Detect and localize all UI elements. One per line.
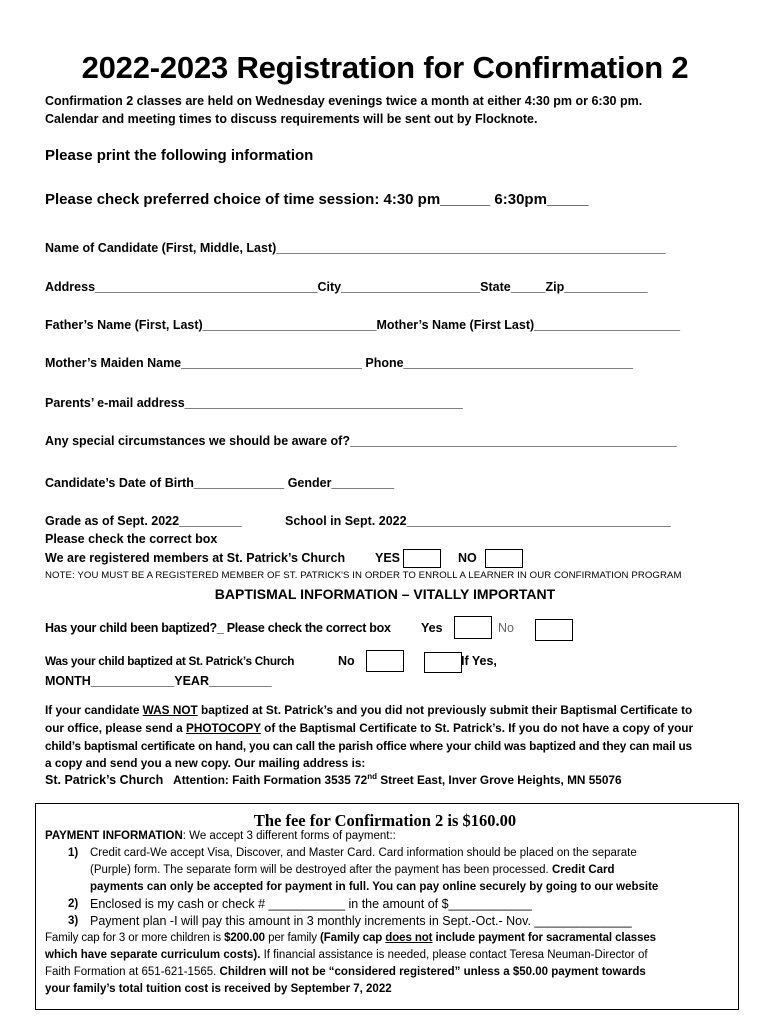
registered-yes-checkbox[interactable] bbox=[403, 549, 441, 568]
registration-note: NOTE: YOU MUST BE A REGISTERED MEMBER OF ST. PATRICK'S IN ORDER TO ENROLL A LEARNER IN OUR CONFIRMATION PROGRAM bbox=[45, 570, 682, 581]
baptized-yes-checkbox[interactable] bbox=[454, 616, 492, 639]
baptized-no-checkbox[interactable] bbox=[535, 619, 573, 641]
st-patricks-no-checkbox[interactable] bbox=[366, 650, 404, 672]
baptism-paragraph-line-2: our office, please send a PHOTOCOPY of the Baptismal Certificate to St. Patrick’s. If you do not have a copy of your bbox=[45, 721, 694, 735]
payment-plan-field[interactable]: Payment plan -I will pay this amount in 3 monthly increments in Sept.-Oct.- Nov. ______________ bbox=[90, 914, 632, 928]
intro-line-2: Calendar and meeting times to discuss requirements will be sent out by Flocknote. bbox=[45, 112, 538, 126]
print-heading: Please print the following information bbox=[45, 147, 314, 164]
registered-label: We are registered members at St. Patrick’s Church bbox=[45, 551, 346, 565]
registered-yes-label: YES bbox=[375, 551, 401, 565]
address-field[interactable]: Address________________________________City____________________State_____Zip____________ bbox=[45, 280, 648, 294]
family-cap-line-3: Faith Formation at 651-621-1565. Children will not be “considered registered” unless a $50.00 payment towards bbox=[45, 966, 646, 978]
baptized-no-label: No bbox=[498, 621, 514, 635]
fee-title: The fee for Confirmation 2 is $160.00 bbox=[253, 811, 517, 830]
credit-card-line-1: Credit card-We accept Visa, Discover, and Master Card. Card information should be placed on the separate bbox=[90, 847, 637, 859]
maiden-phone-field[interactable]: Mother’s Maiden Name__________________________ Phone_________________________________ bbox=[45, 356, 633, 370]
time-session-field[interactable]: Please check preferred choice of time session: 4:30 pm______ 6:30pm_____ bbox=[45, 191, 589, 208]
st-patricks-no-label: No bbox=[338, 654, 355, 668]
month-year-field[interactable]: MONTH____________YEAR_________ bbox=[45, 674, 272, 688]
credit-card-line-3: payments can only be accepted for payment in full. You can pay online securely by going to our website bbox=[90, 881, 659, 893]
item-3-number: 3) bbox=[68, 915, 79, 927]
item-2-number: 2) bbox=[68, 898, 79, 910]
baptism-heading: BAPTISMAL INFORMATION – VITALLY IMPORTANT bbox=[214, 586, 556, 602]
st-patricks-yes-checkbox[interactable] bbox=[424, 652, 462, 673]
credit-card-line-2: (Purple) form. The separate form will be destroyed after the payment has been processed. Credit Card bbox=[90, 864, 615, 876]
baptized-question: Has your child been baptized?_ Please check the correct box bbox=[45, 621, 391, 635]
baptism-paragraph-line-3: child’s baptismal certificate on hand, you can call the parish office where your child was baptized and they can mail us bbox=[45, 739, 692, 753]
parents-names-field[interactable]: Father’s Name (First, Last)_________________________Mother’s Name (First Last)_____________________ bbox=[45, 318, 681, 332]
baptized-yes-label: Yes bbox=[421, 621, 443, 635]
payment-info: PAYMENT INFORMATION: We accept 3 different forms of payment:: bbox=[45, 830, 396, 842]
baptism-paragraph-line-4: a copy and send you a new copy. Our mailing address is: bbox=[45, 756, 366, 770]
intro-line-1: Confirmation 2 classes are held on Wednesday evenings twice a month at either 4:30 pm or 6:30 pm. bbox=[45, 94, 643, 108]
page-title: 2022-2023 Registration for Confirmation 2 bbox=[81, 50, 689, 85]
if-yes-label: If Yes, bbox=[461, 654, 497, 668]
mailing-address: St. Patrick’s Church Attention: Faith Formation 3535 72nd Street East, Inver Grove Heights, MN 55076 bbox=[45, 772, 622, 787]
registered-no-checkbox[interactable] bbox=[485, 549, 523, 568]
baptism-paragraph-line-1: If your candidate WAS NOT baptized at St. Patrick’s and you did not previously submit their Baptismal Certificate to bbox=[45, 703, 693, 717]
baptized-st-patricks-question: Was your child baptized at St. Patrick’s Church bbox=[45, 654, 295, 668]
school-field[interactable]: School in Sept. 2022______________________________________ bbox=[285, 514, 671, 528]
check-box-label: Please check the correct box bbox=[45, 532, 218, 546]
family-cap-line-4: your family’s total tuition cost is received by September 7, 2022 bbox=[45, 983, 392, 995]
circumstances-field[interactable]: Any special circumstances we should be aware of?_______________________________________________ bbox=[45, 434, 677, 448]
family-cap-line-2: which have separate curriculum costs). If financial assistance is needed, please contact Teresa Neuman-Director of bbox=[45, 949, 648, 961]
grade-field[interactable]: Grade as of Sept. 2022_________ bbox=[45, 514, 242, 528]
cash-check-field[interactable]: Enclosed is my cash or check # ___________ in the amount of $____________ bbox=[90, 897, 532, 911]
item-1-number: 1) bbox=[68, 847, 79, 859]
candidate-name-field[interactable]: Name of Candidate (First, Middle, Last)________________________________________________________ bbox=[45, 241, 666, 255]
registered-no-label: NO bbox=[458, 551, 477, 565]
dob-gender-field[interactable]: Candidate’s Date of Birth_____________ Gender_________ bbox=[45, 476, 395, 490]
email-field[interactable]: Parents’ e-mail address________________________________________ bbox=[45, 396, 463, 410]
family-cap-line-1: Family cap for 3 or more children is $200.00 per family (Family cap does not include payment for sacramental classes bbox=[45, 932, 656, 944]
